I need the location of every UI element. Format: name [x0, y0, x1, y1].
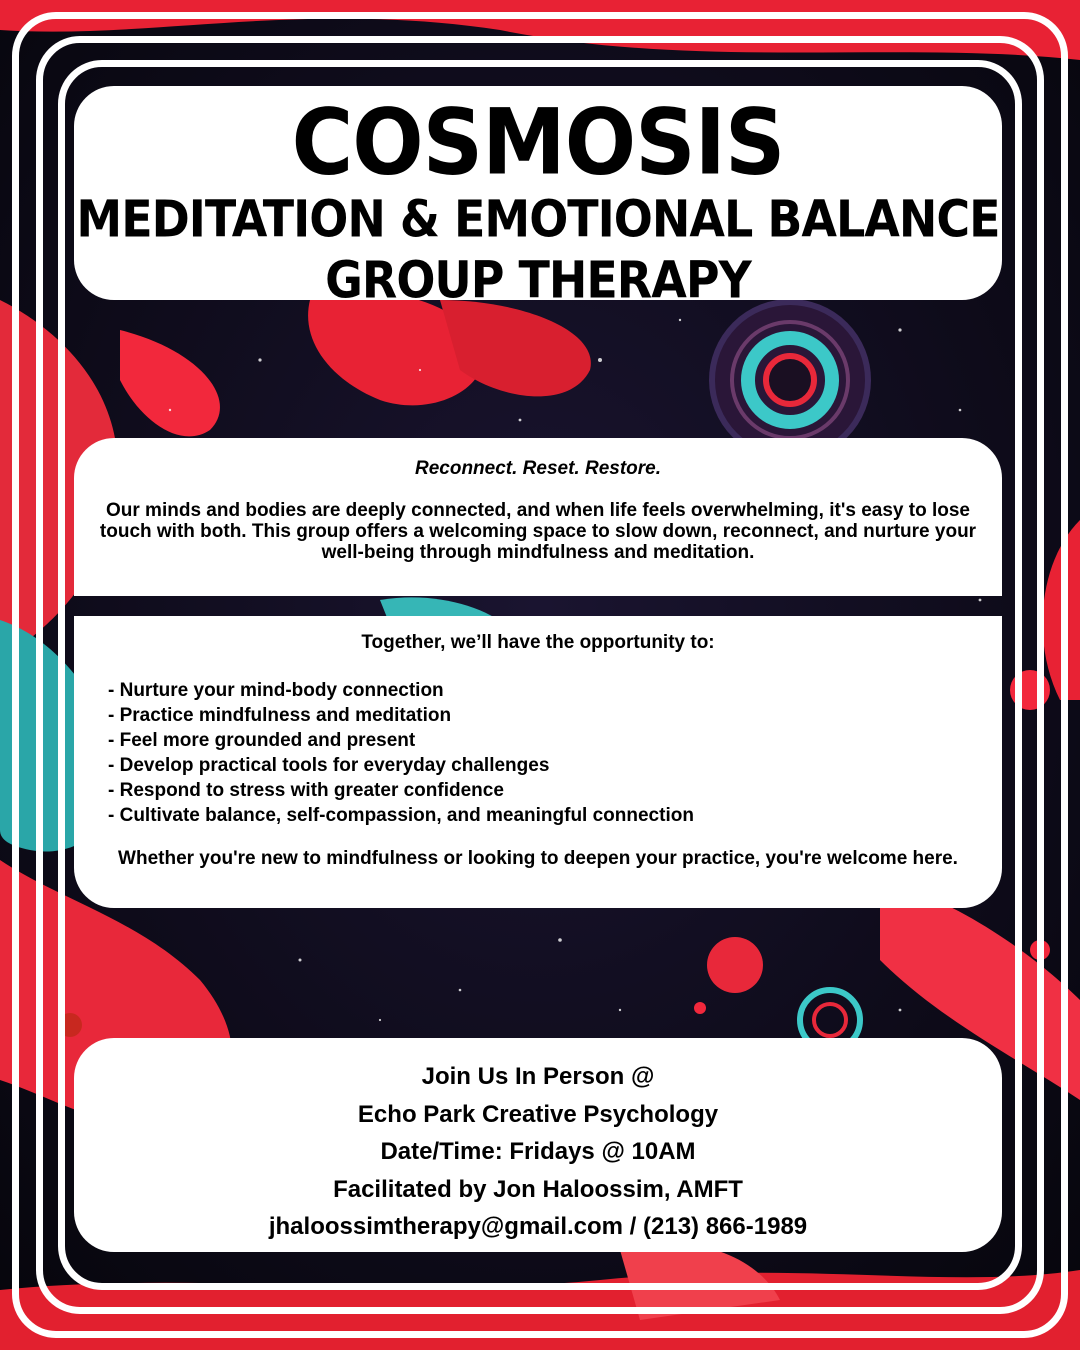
subtitle-line-2: GROUP THERAPY	[325, 249, 751, 310]
intro-paragraph: Our minds and bodies are deeply connected, and when life feels overwhelming, it's easy to lose touch with both. This group offers a welcoming space to slow down, reconnect, and nurture your well-being through mindfulness and meditation.	[99, 500, 977, 563]
contact-line: jhaloossimtherapy@gmail.com / (213) 866-1989	[268, 1213, 808, 1240]
benefits-lead: Together, we’ll have the opportunity to:	[361, 632, 715, 653]
list-item: - Cultivate balance, self-compassion, and meaningful connection	[108, 805, 694, 826]
title-card	[74, 86, 1002, 310]
list-item: - Feel more grounded and present	[108, 730, 416, 751]
facilitator-line: Facilitated by Jon Haloossim, AMFT	[333, 1175, 743, 1203]
list-item: - Develop practical tools for everyday challenges	[108, 755, 550, 776]
details-card	[74, 1038, 1002, 1252]
benefits-list	[108, 678, 1002, 828]
location-line: Echo Park Creative Psychology	[357, 1100, 719, 1128]
list-item: - Respond to stress with greater confidence	[108, 780, 504, 801]
subtitle-line-1: MEDITATION & EMOTIONAL BALANCE	[76, 189, 1000, 249]
join-line: Join Us In Person @	[421, 1063, 655, 1090]
list-item: - Nurture your mind-body connection	[108, 680, 444, 701]
closing-statement: Whether you're new to mindfulness or looking to deepen your practice, you're welcome here.	[118, 848, 958, 869]
benefits-card	[74, 616, 1002, 908]
schedule-line: Date/Time: Fridays @ 10AM	[380, 1138, 696, 1165]
page-title: COSMOSIS	[291, 89, 785, 195]
tagline: Reconnect. Reset. Restore.	[414, 458, 662, 479]
list-item: - Practice mindfulness and meditation	[108, 705, 452, 726]
intro-card	[74, 438, 1002, 596]
